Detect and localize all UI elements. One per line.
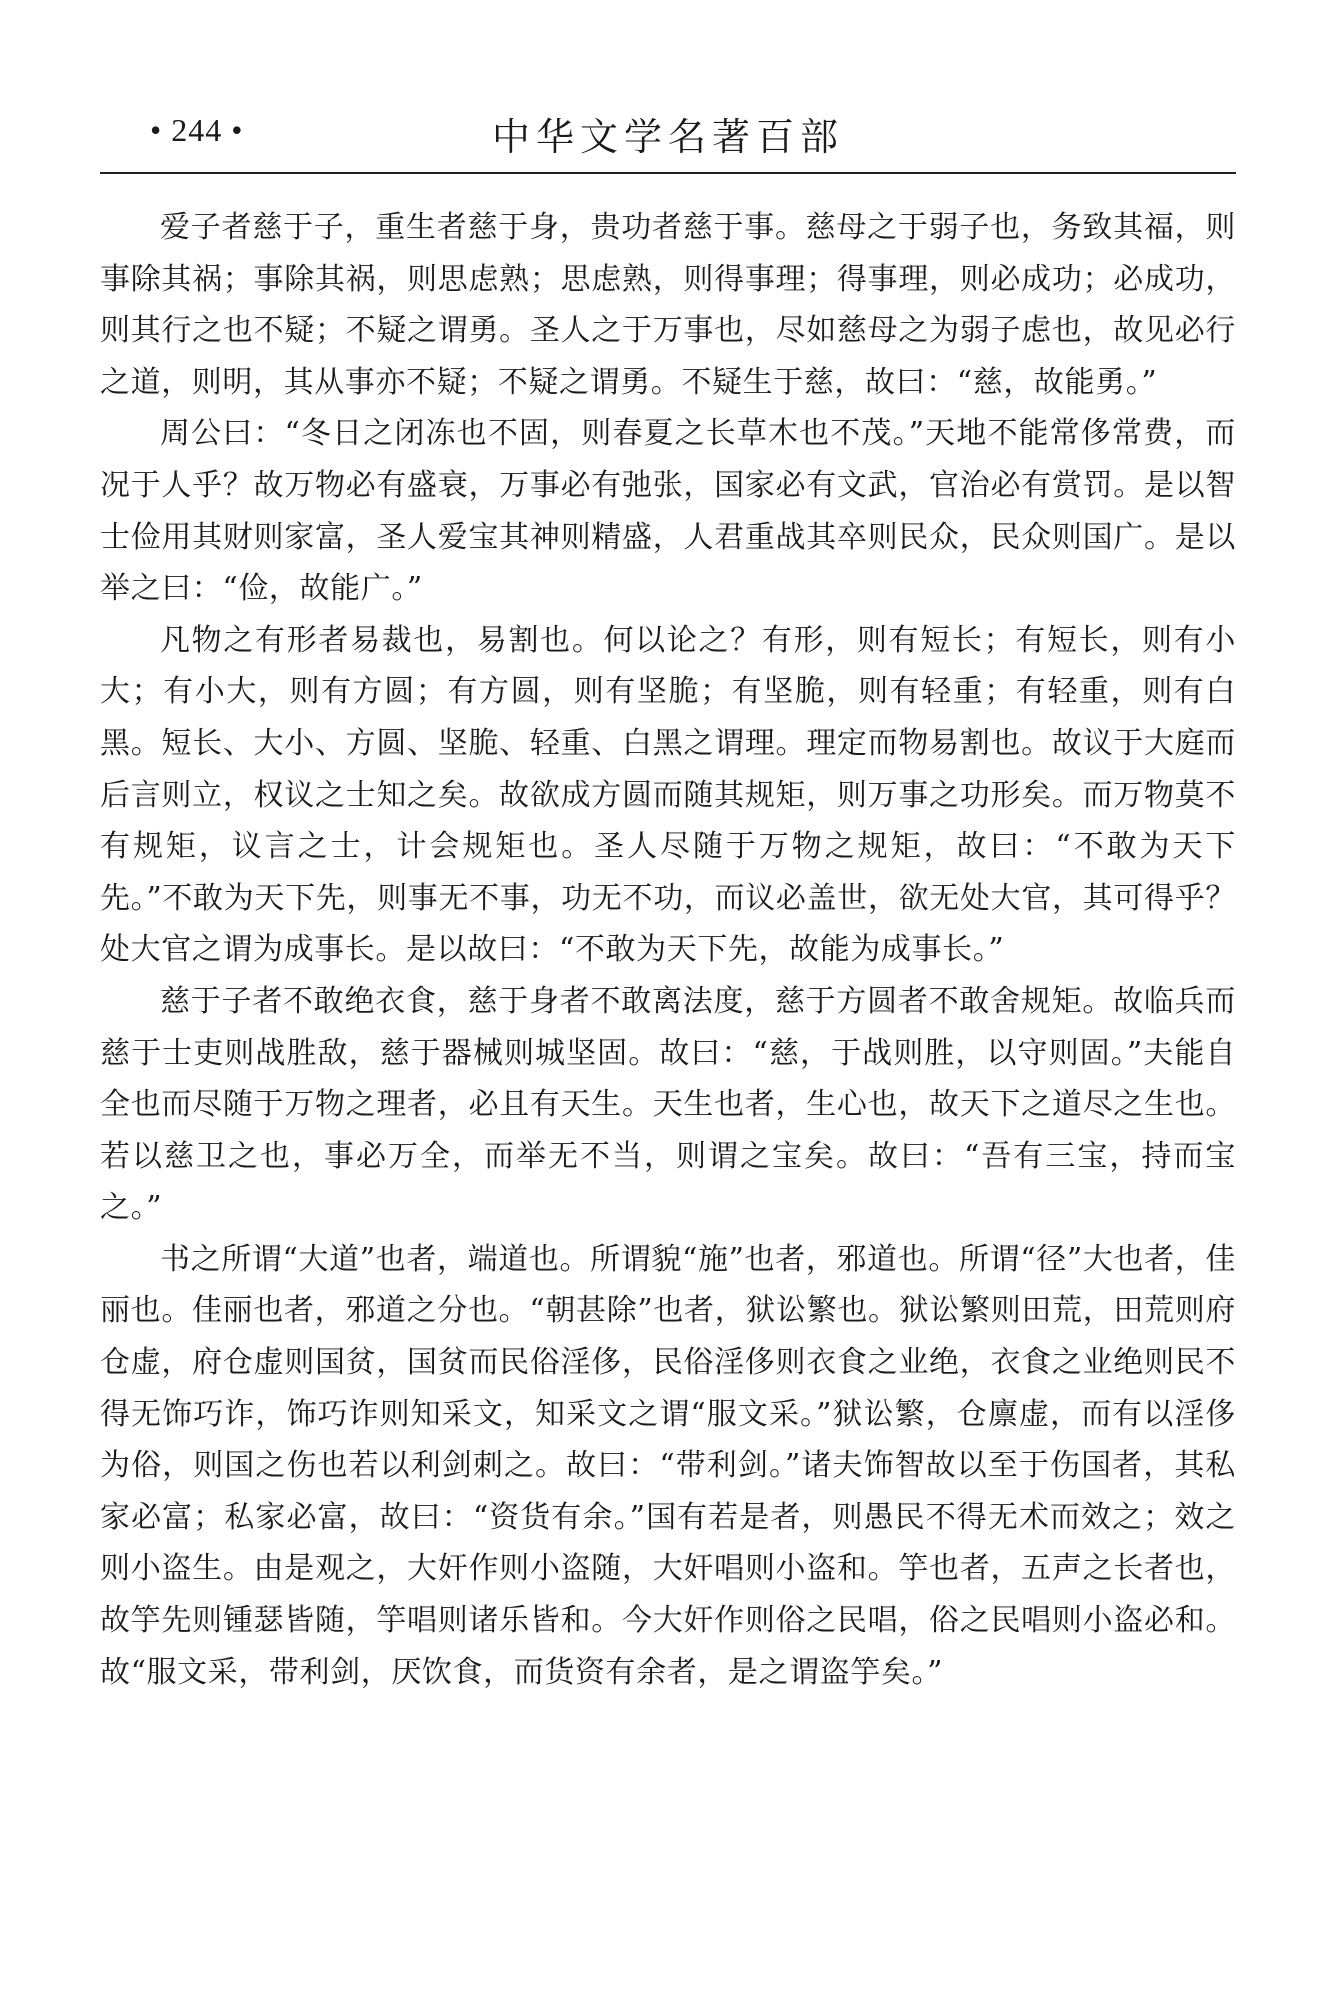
paragraph: 周公曰：“冬日之闭冻也不固，则春夏之长草木也不茂。”天地不能常侈常费，而况于人乎？故万物必有盛衰，万事必有弛张，国家必有文武，官治必有赏罚。是以智士俭用其财则家富，圣人爱宝其神则精盛，人君重战其卒则民众，民众则国广。是以举之曰：“俭，故能广。” (100, 416, 1236, 607)
page-number: • 244 • (150, 112, 244, 148)
paragraph: 凡物之有形者易裁也，易割也。何以论之？有形，则有短长；有短长，则有小大；有小大，则有方圆；有方圆，则有坚脆；有坚脆，则有轻重；有轻重，则有白黑。短长、大小、方圆、坚脆、轻重、白黑之谓理。理定而物易割也。故议于大庭而后言则立，权议之士知之矣。故欲成方圆而随其规矩，则万事之功形矣。而万物莫不有规矩，议言之士，计会规矩也。圣人尽随于万物之规矩，故曰：“不敢为天下先。”不敢为天下先，则事无不事，功无不功，而议必盖世，欲无处大官，其可得乎？处大官之谓为成事长。是以故曰：“不敢为天下先，故能为成事长。” (100, 622, 1236, 968)
paragraph: 慈于子者不敢绝衣食，慈于身者不敢离法度，慈于方圆者不敢舍规矩。故临兵而慈于士吏则战胜敌，慈于器械则城坚固。故曰：“慈，于战则胜，以守则固。”夫能自全也而尽随于万物之理者，必且有天生。天生也者，生心也，故天下之道尽之生也。若以慈卫之也，事必万全，而举无不当，则谓之宝矣。故曰：“吾有三宝，持而宝之。” (100, 983, 1236, 1226)
header-divider (100, 172, 1236, 174)
book-title: 中华文学名著百部 (491, 115, 844, 159)
paragraph: 爱子者慈于子，重生者慈于身，贵功者慈于事。慈母之于弱子也，务致其福，则事除其祸；事除其祸，则思虑熟；思虑熟，则得事理；得事理，则必成功；必成功，则其行之也不疑；不疑之谓勇。圣人之于万事也，尽如慈母之为弱子虑也，故见必行之道，则明，其从事亦不疑；不疑之谓勇。不疑生于慈，故曰：“慈，故能勇。” (100, 210, 1236, 400)
paragraph: 书之所谓“大道”也者，端道也。所谓貌“施”也者，邪道也。所谓“径”大也者，佳丽也。佳丽也者，邪道之分也。“朝甚除”也者，狱讼繁也。狱讼繁则田荒，田荒则府仓虚，府仓虚则国贫，国贫而民俗淫侈，民俗淫侈则衣食之业绝，衣食之业绝则民不得无饰巧诈，饰巧诈则知采文，知采文之谓“服文采。”狱讼繁，仓廪虚，而有以淫侈为俗，则国之伤也若以利剑刺之。故曰：“带利剑。”诸夫饰智故以至于伤国者，其私家必富；私家必富，故曰：“资货有余。”国有若是者，则愚民不得无术而效之；效之则小盗生。由是观之，大奸作则小盗随，大奸唱则小盗和。竽也者，五声之长者也，故竽先则锺瑟皆随，竽唱则诸乐皆和。今大奸作则俗之民唱，俗之民唱则小盗必和。故“服文采，带利剑，厌饮食，而货资有余者，是之谓盗竽矣。” (100, 1241, 1236, 1690)
page-header (100, 100, 1236, 172)
page-body (100, 202, 1236, 1698)
